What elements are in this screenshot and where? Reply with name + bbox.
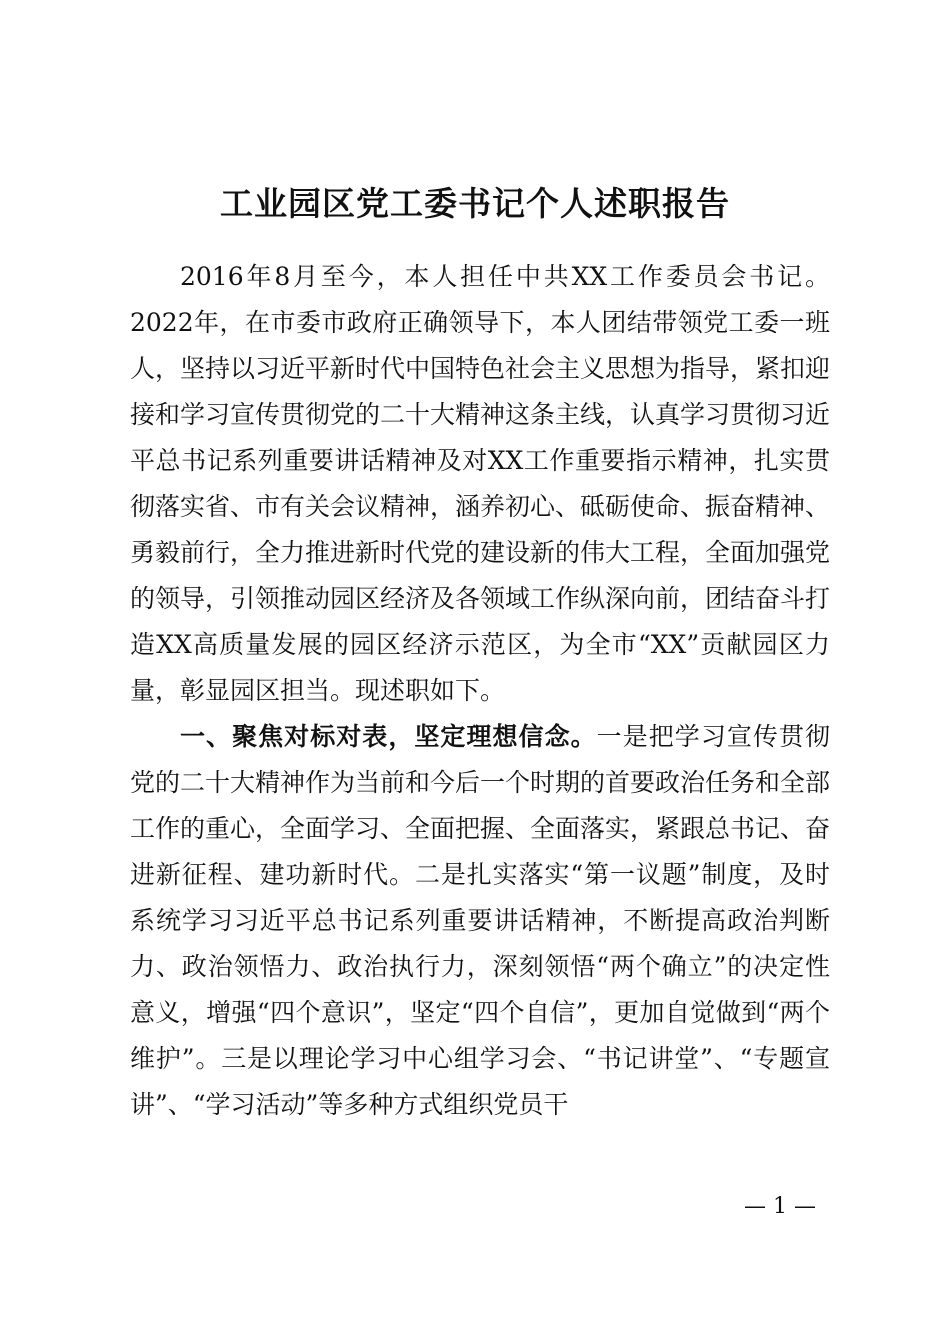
document-title: 工业园区党工委书记个人述职报告 (220, 184, 730, 223)
paragraph-text: 2016年8月至今，本人担任中共XX工作委员会书记。2022年，在市委市政府正确领导下，本人团结带领党工委一班人，坚持以习近平新时代中国特色社会主义思想为指导，紧扣迎接和学习宣传贯彻党的二十大精神这条主线，认真学习贯彻习近平总书记系列重要讲话精神及对XX工作重要指示精神，扎实贯彻落实省、市有关会议精神，涵养初心、砥砺使命、振奋精神、勇毅前行，全力推进新时代党的建设新的伟大工程，全面加强党的领导，引领推动园区经济及各领域工作纵深向前，团结奋斗打造XX高质量发展的园区经济示范区，为全市“XX”贡献园区力量，彰显园区担当。现述职如下。 (130, 262, 831, 705)
paragraph-intro (130, 254, 830, 714)
paragraph-text: 一是把学习宣传贯彻党的二十大精神作为当前和今后一个时期的首要政治任务和全部工作的重心，全面学习、全面把握、全面落实，紧跟总书记、奋进新征程、建功新时代。二是扎实落实“第一议题”制度，及时系统学习习近平总书记系列重要讲话精神，不断提高政治判断力、政治领悟力、政治执行力，深刻领悟“两个确立”的决定性意义，增强“四个意识”，坚定“四个自信”，更加自觉做到“两个维护”。三是以理论学习中心组学习会、“书记讲堂”、“专题宣讲”、“学习活动”等多种方式组织党员干 (130, 722, 831, 1119)
section-heading: 一、聚焦对标对表，坚定理想信念。 (180, 722, 597, 751)
paragraph-section-one (130, 714, 830, 1128)
page-number: — 1 — (744, 1194, 816, 1219)
document-body (130, 254, 830, 1128)
